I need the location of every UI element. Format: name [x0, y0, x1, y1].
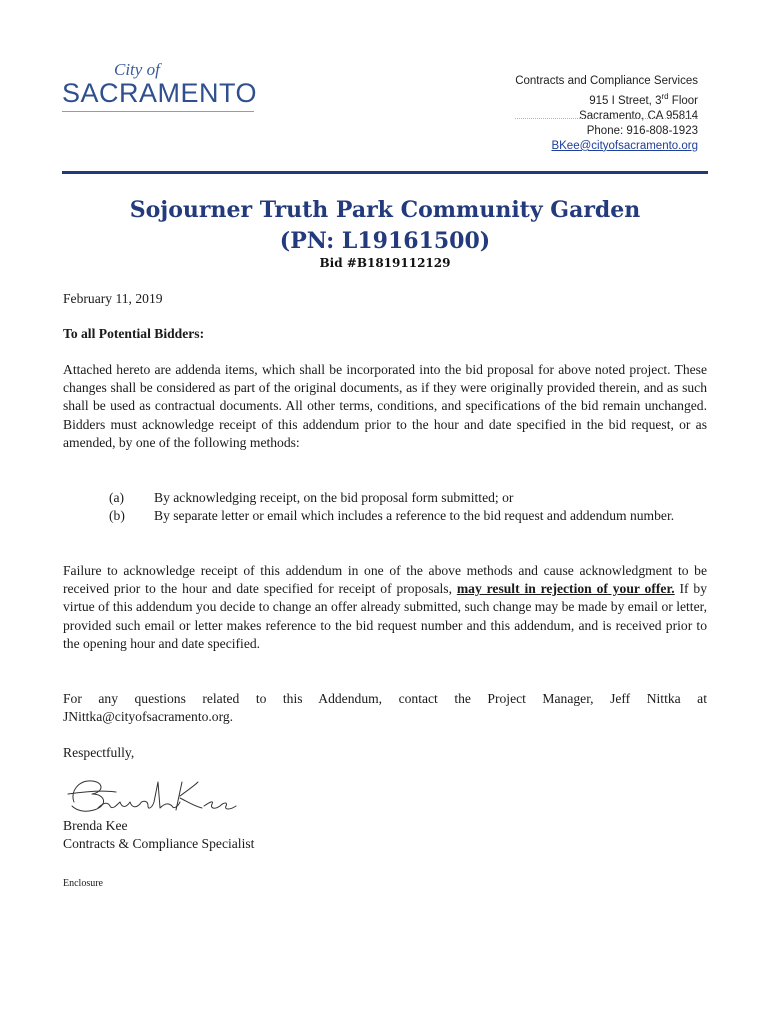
contact-dept: Contracts and Compliance Services	[515, 75, 698, 87]
rejection-warning: may result in rejection of your offer.	[456, 581, 675, 597]
contact-address: 915 I Street, 3rd Floor	[589, 92, 698, 107]
contact-divider	[515, 118, 698, 119]
header-rule	[62, 171, 708, 174]
methods-list	[109, 489, 709, 525]
contact-city: Sacramento, CA 95814	[579, 109, 698, 122]
enclosure-note: Enclosure	[63, 878, 103, 889]
list-marker: (b)	[109, 508, 125, 524]
bid-number: Bid #B1819112129	[319, 256, 451, 270]
paragraph-intro: Attached hereto are addenda items, which shall be incorporated into the bid proposal for above noted project. These changes shall be considered as part of the original documents, as if they were originally provided therein, and as such shall be used as contractual documents. All other terms, conditions, and specifications of the bid remain unchanged. Bidders must acknowledge receipt of this addendum prior to the hour and date specified in the bid request, or as amended, by one of the following methods:	[63, 362, 707, 450]
signer-name: Brenda Kee	[63, 818, 128, 833]
contact-phone: Phone: 916-808-1923	[586, 124, 698, 137]
logo-city-of: City of	[114, 60, 160, 79]
contact-block	[515, 74, 698, 154]
list-text: By separate letter or email which includes a reference to the bid request and addendum number.	[154, 508, 675, 524]
logo-sacramento: SACRAMENTO	[62, 78, 258, 108]
logo-underline	[62, 111, 254, 112]
document-title: Sojourner Truth Park Community Garden	[129, 197, 641, 223]
list-item	[109, 507, 709, 525]
signature-image	[64, 772, 254, 822]
salutation: To all Potential Bidders:	[63, 326, 205, 341]
letter-date: February 11, 2019	[63, 291, 163, 306]
list-text: By acknowledging receipt, on the bid proposal form submitted; or	[154, 490, 514, 505]
paragraph-questions: For any questions related to this Addendum, contact the Project Manager, Jeff Nittka at JNittka@cityofsacramento.org.	[63, 691, 707, 725]
signer-title: Contracts & Compliance Specialist	[63, 836, 255, 851]
city-logo	[62, 58, 262, 118]
list-marker: (a)	[109, 490, 125, 505]
paragraph-failure: Failure to acknowledge receipt of this addendum in one of the above methods and cause acknowledgment to be received prior to the hour and date specified for receipt of proposals, may result in rejection of your offer. If by virtue of this addendum you decide to change an offer already submitted, such change may be made by email or letter, provided such email or letter makes reference to the bid request number and this addendum, and is received prior to the opening hour and date specified.	[63, 563, 708, 651]
list-item	[109, 489, 709, 507]
closing: Respectfully,	[63, 745, 135, 760]
contact-email-link[interactable]: BKee@cityofsacramento.org	[551, 139, 698, 152]
project-number: (PN: L19161500)	[279, 228, 491, 254]
